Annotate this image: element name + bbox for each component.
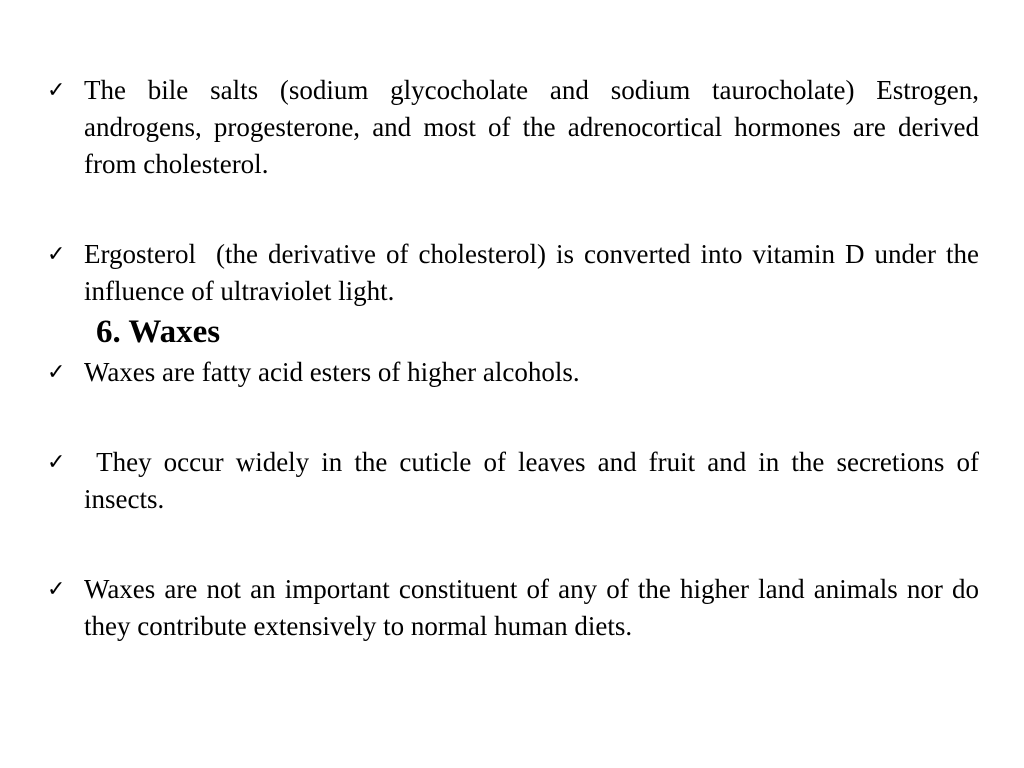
section-heading: 6. Waxes xyxy=(96,314,221,350)
spacer xyxy=(47,391,979,444)
checkmark-icon: ✓ xyxy=(47,242,66,267)
bullet-text: They occur widely in the cuticle of leaves and fruit and in the secretions of insects. xyxy=(84,447,986,514)
checkmark-icon: ✓ xyxy=(47,577,66,602)
spacer xyxy=(47,518,979,571)
checkmark-icon: ✓ xyxy=(47,450,66,475)
bullet-bile-salts xyxy=(47,72,986,183)
bullet-ergosterol xyxy=(47,236,986,310)
spacer xyxy=(47,183,979,236)
checkmark-icon: ✓ xyxy=(47,360,66,385)
bullet-text: Waxes are not an important constituent of any of the higher land animals nor do they contribute extensively to normal human diets. xyxy=(84,574,986,641)
bullet-waxes-diet xyxy=(47,571,986,645)
checkmark-icon: ✓ xyxy=(47,78,66,103)
bullet-waxes-definition xyxy=(47,354,979,391)
bullet-text: The bile salts (sodium glycocholate and sodium taurocholate) Estrogen, androgens, progesterone, and most of the adrenocortical hormones are derived from cholesterol. xyxy=(84,75,986,179)
bullet-text: Waxes are fatty acid esters of higher alcohols. xyxy=(84,357,580,387)
bullet-text: Ergosterol (the derivative of cholesterol) is converted into vitamin D under the influence of ultraviolet light. xyxy=(84,239,986,306)
bullet-waxes-occurrence xyxy=(47,444,986,518)
